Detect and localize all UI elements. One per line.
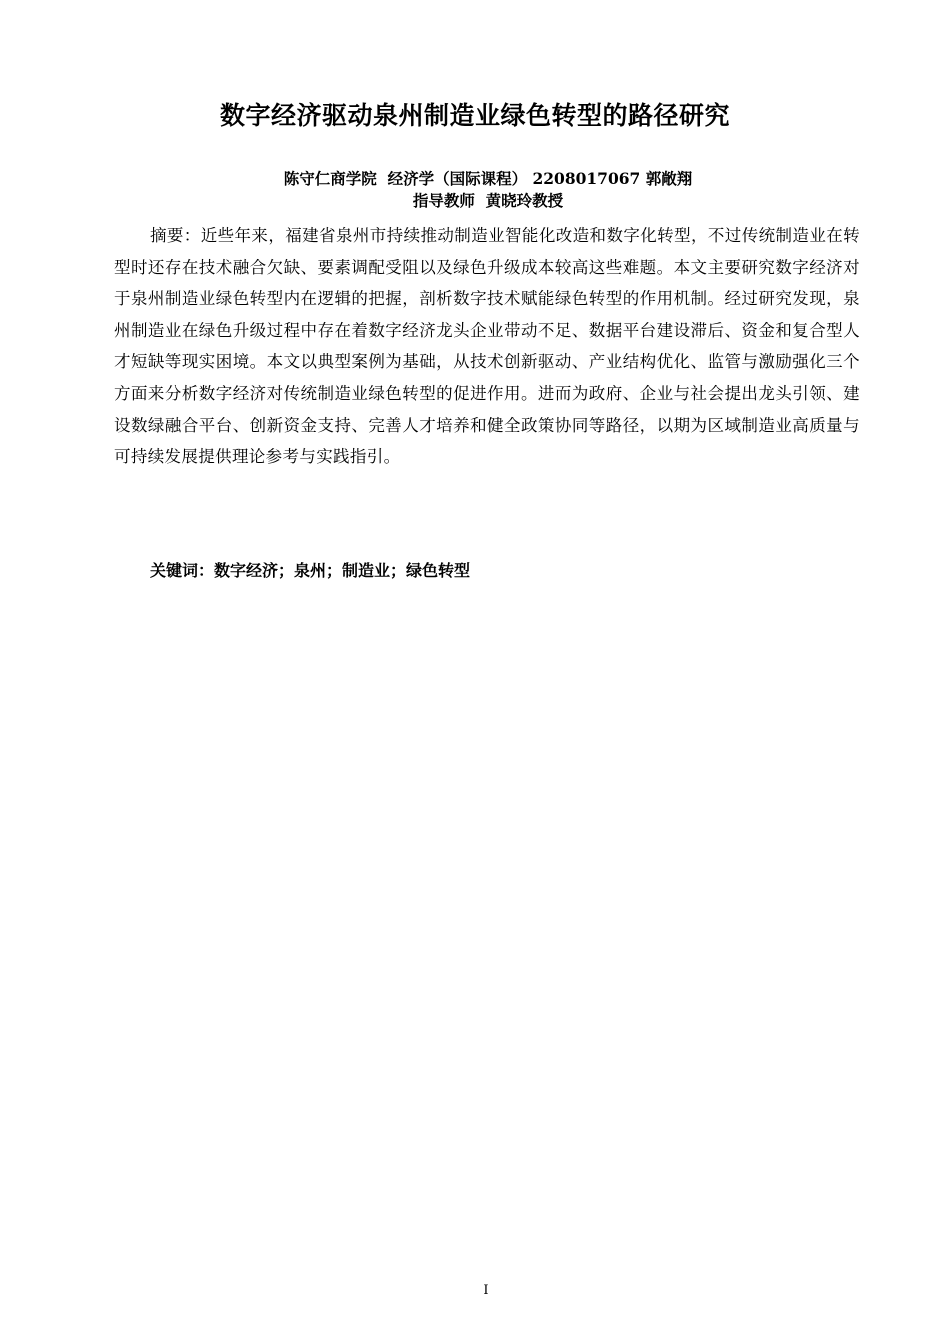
- paper-title: 数字经济驱动泉州制造业绿色转型的路径研究: [219, 101, 730, 130]
- author-info: 陈守仁商学院 经济学（国际课程） 2208017067 郭敞翔: [283, 169, 693, 188]
- keywords-line: 关键词：数字经济；泉州；制造业；绿色转型: [150, 561, 471, 580]
- abstract-paragraph: 摘要：近些年来，福建省泉州市持续推动制造业智能化改造和数字化转型，不过传统制造业在转型时还存在技术融合欠缺、要素调配受阻以及绿色升级成本较高这些难题。本文主要研究数字经济对于泉州制造业绿色转型内在逻辑的把握，剖析数字技术赋能绿色转型的作用机制。经过研究发现，泉州制造业在绿色升级过程中存在着数字经济龙头企业带动不足、数据平台建设滞后、资金和复合型人才短缺等现实困境。本文以典型案例为基础，从技术创新驱动、产业结构优化、监管与激励强化三个方面来分析数字经济对传统制造业绿色转型的促进作用。进而为政府、企业与社会提出龙头引领、建设数绿融合平台、创新资金支持、完善人才培养和健全政策协同等路径，以期为区域制造业高质量与可持续发展提供理论参考与实践指引。: [114, 226, 860, 467]
- page-number: I: [483, 1283, 489, 1298]
- advisor-info: 指导教师 黄晓玲教授: [412, 191, 564, 210]
